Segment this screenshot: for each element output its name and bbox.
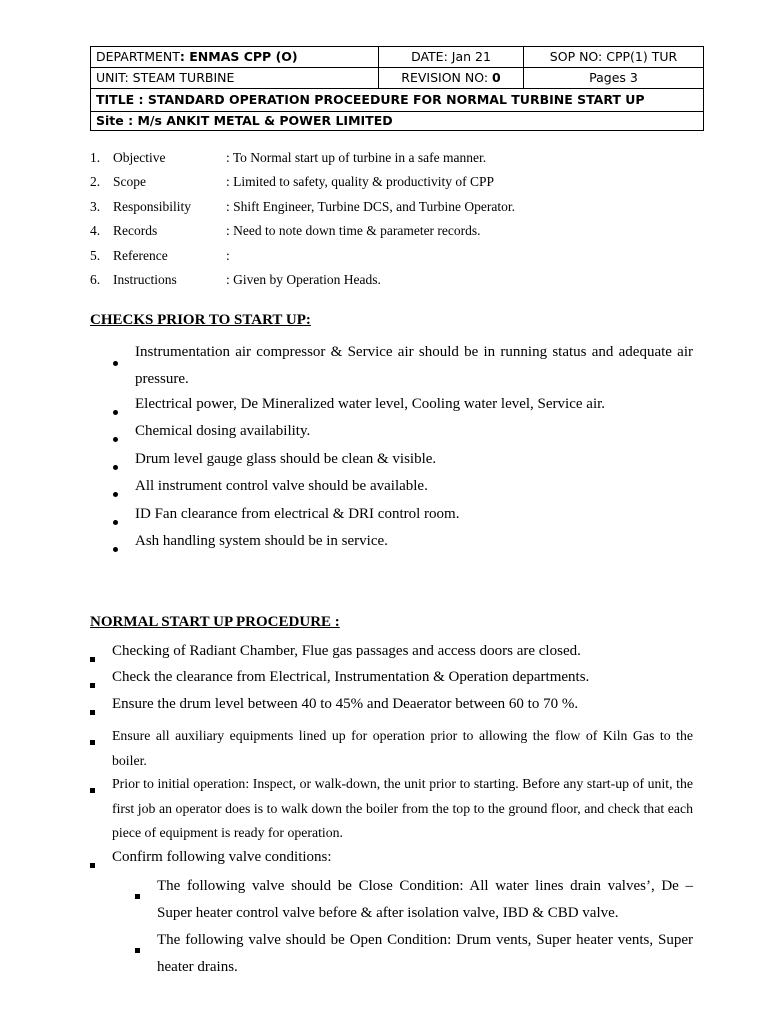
- pages-cell: Pages 3: [524, 68, 704, 89]
- revision-value: 0: [492, 70, 501, 85]
- info-label: Responsibility: [113, 198, 192, 214]
- bullet-square-icon: [135, 882, 140, 909]
- bullet-square-icon: [135, 936, 140, 963]
- info-value: : To Normal start up of turbine in a safe manner.: [226, 150, 487, 165]
- info-value: : Shift Engineer, Turbine DCS, and Turbine Operator.: [226, 198, 515, 214]
- info-label: Objective: [113, 150, 166, 165]
- info-value: : Given by Operation Heads.: [226, 271, 381, 287]
- info-number: 5.: [90, 247, 101, 263]
- info-value: :: [226, 247, 230, 263]
- revision-label: REVISION NO:: [401, 70, 493, 85]
- header-row-3: [91, 89, 704, 112]
- info-value: : Need to note down time & parameter records.: [226, 223, 481, 239]
- department-value: : ENMAS CPP (O): [179, 49, 298, 64]
- info-number: 6.: [90, 271, 101, 287]
- site-cell: Site : M/s ANKIT METAL & POWER LIMITED: [91, 112, 704, 131]
- info-number: 2.: [90, 174, 101, 190]
- bullet-square-icon: [90, 728, 95, 753]
- info-label: Instructions: [113, 271, 177, 287]
- info-value: : Limited to safety, quality & productivity of CPP: [226, 174, 494, 190]
- document-page: DEPARTMENT: ENMAS CPP (O) DATE: Jan 21 SOP NO: CPP(1) TUR UNIT: STEAM TURBINE REVISION NO: 0 Pages 3 TITLE : STANDARD OPERATION PROCEEDURE FOR NORMAL TURBINE START UP Site : M/s ANKIT METAL & POWER LIMITED 1. Objective : To Normal start up of turbine in a safe manner. 2. Scope : Limited to safety, quality & productivity of CPP 3. Responsibility : Shift Engineer, Turbine DCS, and Turbine Operator. 4. Records : Need to note down time & parameter records. 5. Reference : 6. Instructions : Given by Operation Heads. CHECKS PRIOR TO START UP: Instrumentation air compressor & Service air should be in running status and adequate air pressure. Electrical power, De Mineralized water level, Cooling water level, Service air. Chemical dosing availability. Drum level gauge glass should be clean & visible. All instrument control valve should be available. ID Fan clearance from electrical & DRI control room. Ash handling system should be in service. NORMAL START UP PROCEDURE : Checking of Radiant Chamber, Flue gas passages and access doors are closed. Check the clearance from Electrical, Instrumentation & Operation departments. Ensure the drum level between 40 to 45% and Deaerator between 60 to 70 %. Ensure all auxiliary equipments lined up for operation prior to allowing the flow of Kiln Gas to the boiler. Prior to initial operation: Inspect, or walk-down, the unit prior to starting. Before any start-up of unit, the first job an operator does is to walk down the boiler from the top to the ground floor, and check that each piece of equipment is ready for operation. Confirm following valve conditions: The following valve should be Close Condition: All water lines drain valves’, De – Super heater control valve before & after isolation valve, IBD & CBD valve. The following valve should be Open Condition: Drum vents, Super heater vents, Super heater drains.: [0, 0, 768, 1024]
- header-row-2: [91, 68, 704, 89]
- bullet-square-icon: [90, 777, 95, 802]
- bullet-dot-icon: [113, 456, 118, 476]
- bullet-square-icon: [90, 648, 95, 668]
- checks-heading: CHECKS PRIOR TO START UP:: [90, 312, 311, 328]
- info-list: [90, 148, 704, 294]
- bullet-square-icon: [90, 674, 95, 694]
- info-number: 1.: [90, 150, 101, 165]
- procedure-heading: NORMAL START UP PROCEDURE :: [90, 614, 340, 630]
- bullet-dot-icon: [113, 483, 118, 503]
- department-label: DEPARTMENT: [96, 49, 180, 64]
- header-table: [90, 46, 704, 131]
- info-label: Records: [113, 223, 158, 239]
- info-row: [90, 172, 704, 196]
- info-number: 4.: [90, 223, 101, 239]
- header-row-4: [91, 112, 704, 131]
- info-number: 3.: [90, 198, 101, 214]
- info-label: Reference: [113, 247, 168, 263]
- checks-item: Instrumentation air compressor & Service air should be in running status and adequate air pressure.: [113, 339, 703, 393]
- unit-cell: UNIT: STEAM TURBINE: [91, 68, 379, 89]
- bullet-dot-icon: [113, 401, 118, 421]
- bullet-dot-icon: [113, 511, 118, 531]
- revision-cell: [379, 68, 524, 89]
- info-label: Scope: [113, 174, 146, 190]
- bullet-dot-icon: [113, 349, 118, 376]
- info-row: [90, 197, 704, 221]
- info-row: [90, 246, 704, 270]
- info-row: [90, 148, 704, 172]
- bullet-dot-icon: [113, 428, 118, 448]
- bullet-dot-icon: [113, 538, 118, 558]
- header-row-1: [91, 47, 704, 68]
- bullet-square-icon: [90, 854, 95, 874]
- title-cell: TITLE : STANDARD OPERATION PROCEEDURE FOR NORMAL TURBINE START UP: [91, 89, 704, 112]
- info-row: [90, 270, 704, 294]
- bullet-square-icon: [90, 701, 95, 721]
- department-cell: [91, 47, 379, 68]
- sop-no-cell: SOP NO: CPP(1) TUR: [524, 47, 704, 68]
- info-row: [90, 221, 704, 245]
- date-cell: DATE: Jan 21: [379, 47, 524, 68]
